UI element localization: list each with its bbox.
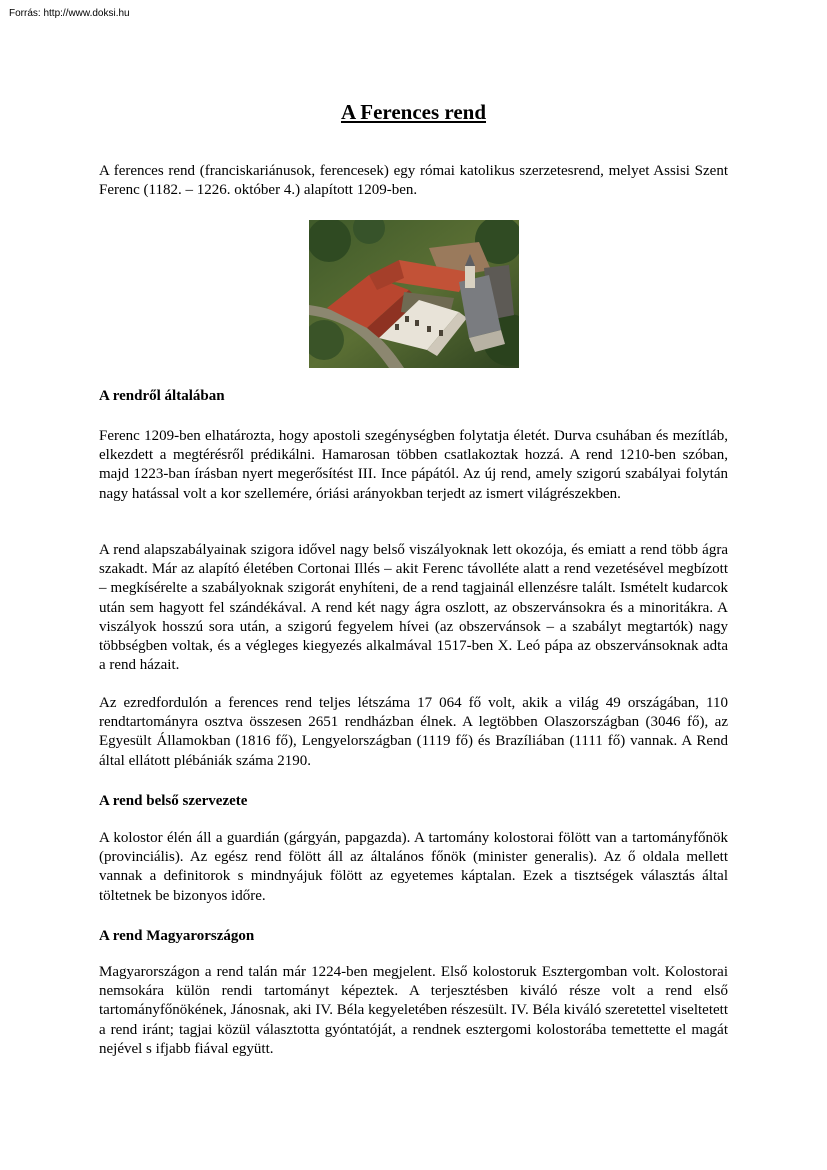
paragraph: A rend alapszabályainak szigora idővel nagy belső viszályoknak lett okozója, és emiatt a rend több ágra szakadt. Már az alapító életében Cortonai Illés – akit Ferenc távolléte alatt a rend vezetésével megbízott – megkísérelte a szabályoknak szigorát enyhíteni, de a rend tagjainál ellenzésre talált. Ismételt kudarcok után sem hagyott fel szándékával. A rend két nagy ágra oszlott, az obszervánsokra és a minoritákra. A viszályok hosszú sora után, a szigorú fegyelem hívei (az obszervánsok – a szabályt megtartók) nagy többségben voltak, és a végleges kiegyezés alkalmával 1517-ben X. Leó pápa az obszervánsoknak adta a rend házait. [99,542,728,674]
paragraph: Az ezredfordulón a ferences rend teljes létszáma 17 064 fő volt, akik a világ 49 országában, 110 rendtartományra osztva összesen 2651 rendházban élnek. A legtöbben Olaszországban (3046 fő), az Egyesült Államokban (1816 fő), Lengyelországban (1119 fő) és Brazíliában (1111 fő) vannak. A Rend által ellátott plébániák száma 2190. [99,695,728,769]
section-hungary-paragraph-1 [99,963,728,1059]
section-hungary [99,927,728,946]
intro-block [99,162,728,200]
section-general [99,387,728,406]
section-heading: A rendről általában [99,388,225,404]
monastery-aerial-photo [309,220,519,368]
paragraph: Ferenc 1209-ben elhatározta, hogy apostoli szegénységben folytatja életét. Durva csuhában és mezítláb, elkezdett a megtérésről prédikálni. Hamarosan többen csatlakoztak hozzá. A rend 1210-ben szóban, majd 1223-ban írásban nyert megerősítést III. Ince pápától. Az új rend, amely szigorú szabályai folytán nagy hatással volt a kor szellemére, óriási arányokban terjedt az ismert világrészekben. [99,428,728,502]
section-general-paragraph-3 [99,694,728,771]
paragraph: A kolostor élén áll a guardián (gárgyán, papgazda). A tartomány kolostorai fölött van a tartományfőnök (provinciális). Az egész rend fölött áll az általános főnök (minister generalis). Az ő oldala mellett vannak a definitorok s mindnyájuk fölött az egyetemes káptalan. Ezek a tisztségek választás által töltetnek be bizonyos időre. [99,830,728,904]
intro-paragraph: A ferences rend (franciskariánusok, ferencesek) egy római katolikus szerzetesrend, melyet Assisi Szent Ferenc (1182. – 1226. október 4.) alapított 1209-ben. [99,163,728,199]
source-line: Forrás: http://www.doksi.hu [9,8,130,19]
section-heading: A rend belső szervezete [99,793,248,809]
section-general-paragraph-1 [99,427,728,504]
document-title: A Ferences rend [340,100,487,124]
section-heading: A rend Magyarországon [99,928,255,944]
paragraph: Magyarországon a rend talán már 1224-ben megjelent. Első kolostoruk Esztergomban volt. Kolostorai nemsokára külön rendi tartományt képeztek. A terjesztésben kiváló része volt a rend első tartományfőnökének, Jánosnak, aki IV. Béla kegyeletében részesült. IV. Béla kiváló szeretettel viseltetett a rend iránt; tagjai közül választotta gyóntatóját, a rendnek esztergomi kolostorába temettette el magát nejével s ifjabb fiával együtt. [99,964,728,1057]
section-organization [99,792,728,811]
section-organization-paragraph-1 [99,829,728,906]
section-general-paragraph-2 [99,541,728,675]
